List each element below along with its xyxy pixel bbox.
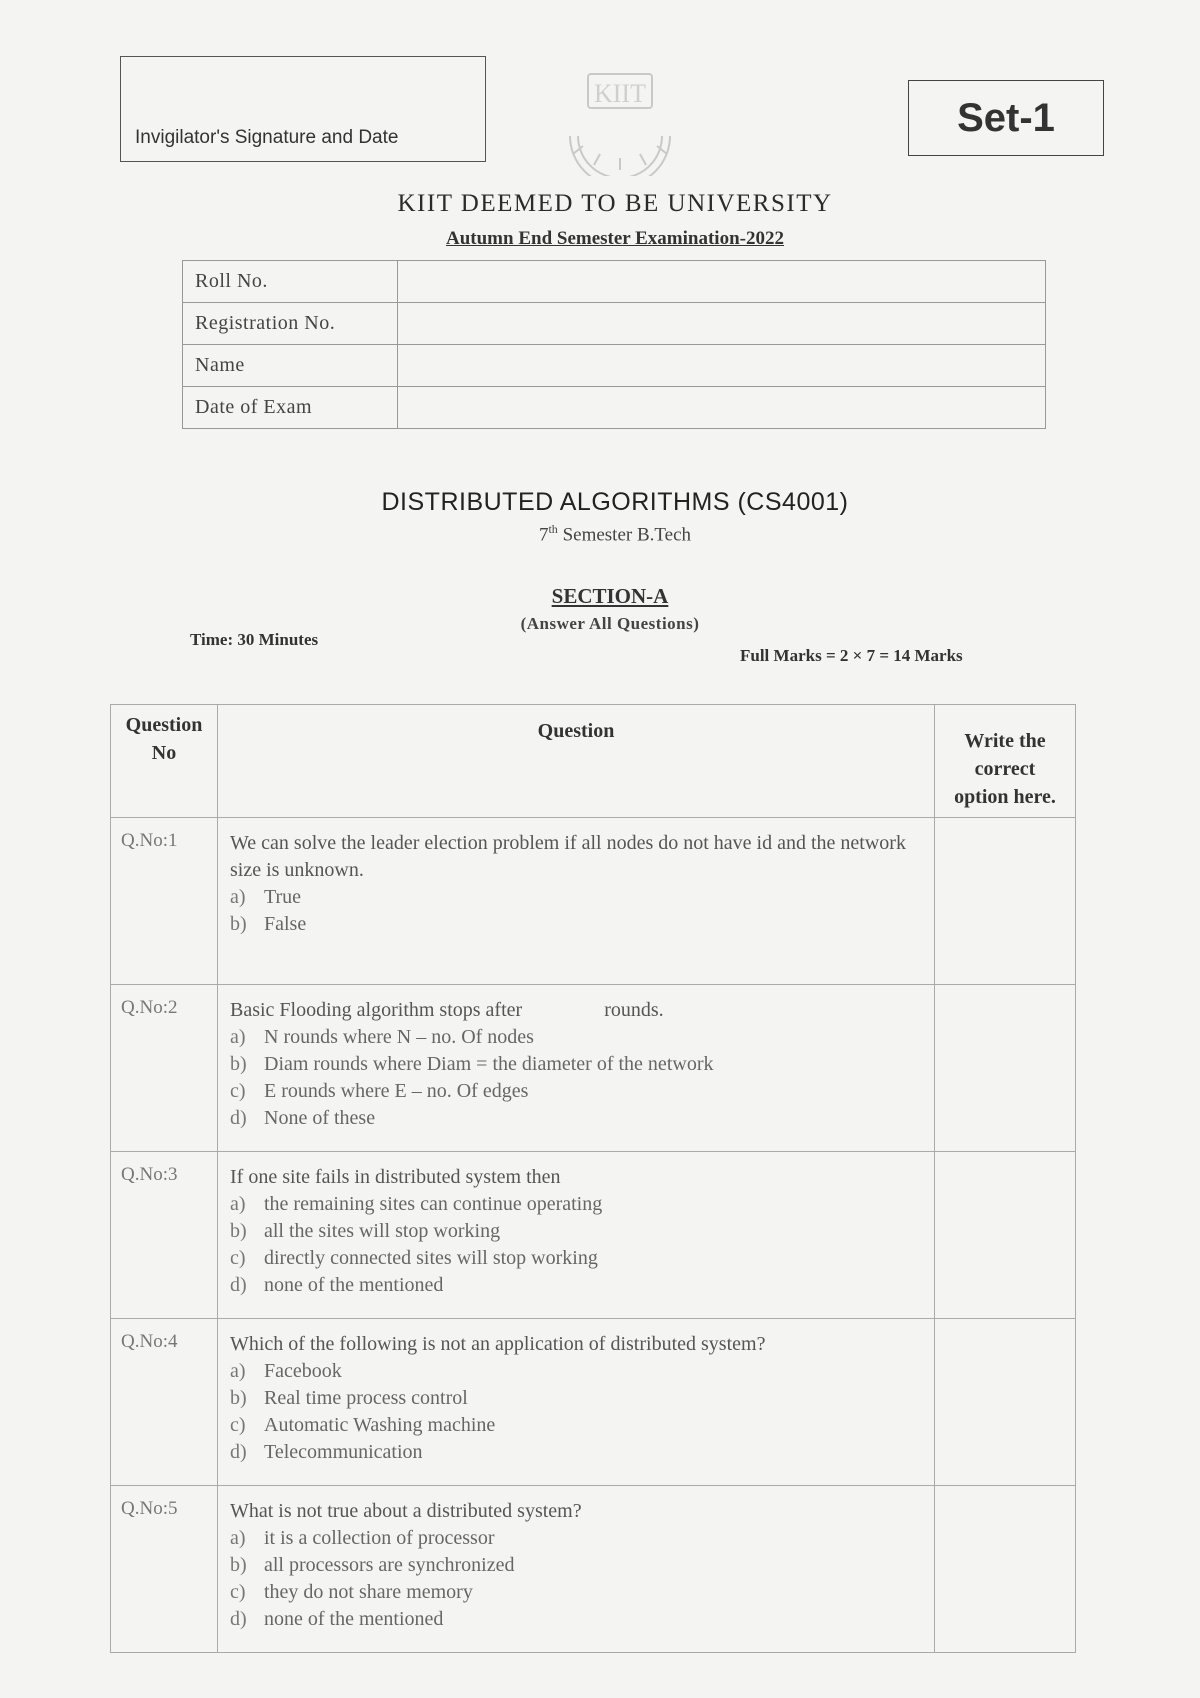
info-row-registration [183,303,1046,345]
answer-cell[interactable] [935,1486,1076,1653]
time-limit: Time: 30 Minutes [190,630,319,649]
university-logo-icon [550,66,690,176]
option: c) E rounds where E – no. Of edges [230,1080,529,1102]
question-number: Q.No:4 [111,1319,218,1486]
option: d) none of the mentioned [230,1274,444,1296]
question-text: Which of the following is not an application of distributed system? [230,1333,766,1355]
question-row [111,818,1076,985]
option: a) the remaining sites can continue operating [230,1193,603,1215]
info-row-name [183,345,1046,387]
option: d) none of the mentioned [230,1608,444,1630]
question-row [111,985,1076,1152]
name-field[interactable] [398,345,1046,387]
answer-cell[interactable] [935,1152,1076,1319]
question-text: If one site fails in distributed system then [230,1166,561,1188]
question-body [218,818,935,985]
exam-title: Autumn End Semester Examination-2022 [446,228,784,249]
full-marks: Full Marks = 2 × 7 = 14 Marks [740,646,963,665]
question-text: We can solve the leader election problem if all nodes do not have id and the network size is unknown. [230,832,906,881]
set-box [908,80,1104,156]
invigilator-signature-box [120,56,486,162]
question-row [111,1152,1076,1319]
subject-title: DISTRIBUTED ALGORITHMS (CS4001) [381,488,849,516]
question-body [218,1319,935,1486]
question-number: Q.No:1 [111,818,218,985]
option: c) Automatic Washing machine [230,1414,496,1436]
answer-cell[interactable] [935,1319,1076,1486]
question-text: Basic Flooding algorithm stops after rounds. [230,999,664,1021]
question-body [218,1152,935,1319]
option: a) it is a collection of processor [230,1527,495,1549]
registration-no-label: Registration No. [183,303,398,345]
questions-header-row [111,705,1076,818]
invigilator-label: Invigilator's Signature and Date [135,127,399,148]
roll-no-field[interactable] [398,261,1046,303]
option: b) Real time process control [230,1387,468,1409]
semester-line: 7th Semester B.Tech [538,522,692,546]
section-instruction: (Answer All Questions) [520,614,700,633]
option: c) directly connected sites will stop working [230,1247,598,1269]
option: c) they do not share memory [230,1581,473,1603]
question-row [111,1486,1076,1653]
question-number: Q.No:2 [111,985,218,1152]
set-label: Set-1 [957,95,1055,140]
header-answer: Write the correct option here. [935,705,1076,818]
option: a) True [230,886,302,908]
info-row-date [183,387,1046,429]
question-row [111,1319,1076,1486]
date-of-exam-label: Date of Exam [183,387,398,429]
info-row-roll [183,261,1046,303]
section-title: SECTION-A [551,584,669,608]
registration-no-field[interactable] [398,303,1046,345]
student-info-table [182,260,1046,429]
question-body [218,985,935,1152]
university-title: KIIT DEEMED TO BE UNIVERSITY [397,190,833,217]
option: b) Diam rounds where Diam = the diameter of the network [230,1053,714,1075]
question-number: Q.No:5 [111,1486,218,1653]
questions-table [110,704,1076,1653]
option: d) Telecommunication [230,1441,423,1463]
question-body [218,1486,935,1653]
option: b) all the sites will stop working [230,1220,501,1242]
header-question-no: Question No [111,705,218,818]
option: b) False [230,913,307,935]
date-of-exam-field[interactable] [398,387,1046,429]
option: a) Facebook [230,1360,342,1382]
answer-cell[interactable] [935,985,1076,1152]
question-number: Q.No:3 [111,1152,218,1319]
option: d) None of these [230,1107,376,1129]
roll-no-label: Roll No. [183,261,398,303]
header-question: Question [218,705,935,818]
question-text: What is not true about a distributed system? [230,1500,582,1522]
name-label: Name [183,345,398,387]
option: a) N rounds where N – no. Of nodes [230,1026,534,1048]
svg-text:KIIT: KIIT [594,79,646,108]
answer-cell[interactable] [935,818,1076,985]
option: b) all processors are synchronized [230,1554,515,1576]
